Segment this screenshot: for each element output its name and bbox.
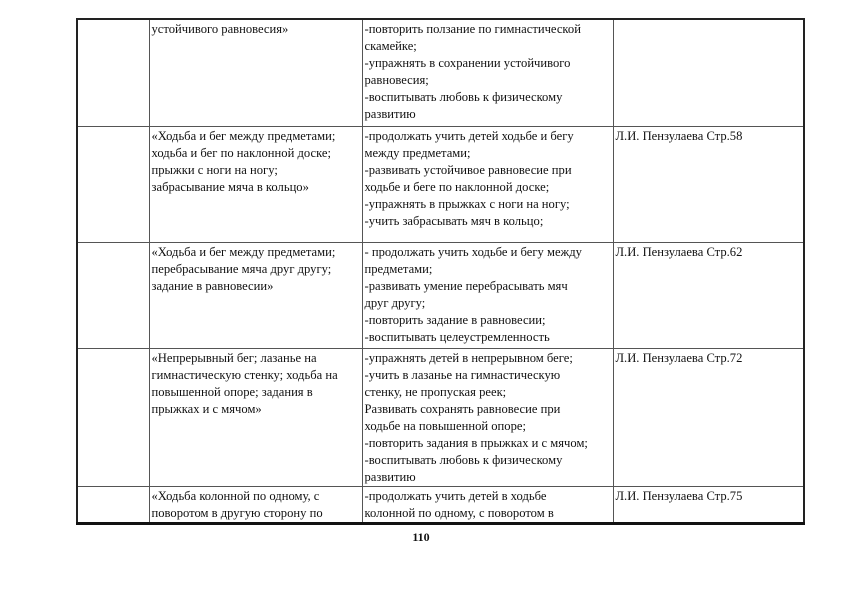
- cell-line: -упражнять в сохранении устойчивого: [364, 56, 571, 70]
- source-cell: [613, 126, 804, 242]
- cell-line: скамейке;: [364, 39, 417, 53]
- source-cell: [613, 19, 804, 126]
- empty-cell: [77, 486, 149, 523]
- cell-line: -повторить задание в равновесии;: [364, 312, 546, 327]
- table-row: [77, 486, 804, 523]
- lesson-plan-table: [76, 18, 805, 525]
- topic-cell: [149, 486, 362, 523]
- table-row: [77, 19, 804, 126]
- cell-line: -воспитывать любовь к физическому: [364, 90, 563, 104]
- empty-cell: [77, 126, 149, 242]
- cell-line: -развивать устойчивое равновесие при: [364, 162, 572, 177]
- cell-line: -воспитывать любовь к физическому: [364, 452, 563, 467]
- cell-line: развитию: [364, 107, 416, 121]
- cell-line: «Непрерывный бег; лазанье на: [151, 350, 317, 365]
- table-row: [77, 126, 804, 242]
- page-number: 110: [412, 530, 430, 544]
- tasks-cell: [362, 242, 613, 348]
- cell-line: -продолжать учить детей в ходьбе: [364, 488, 547, 503]
- tasks-cell: [362, 348, 613, 486]
- cell-line: колонной по одному, с поворотом в: [364, 505, 554, 520]
- topic-cell: [149, 19, 362, 126]
- cell-line: -воспитывать целеустремленность: [364, 329, 550, 344]
- source-cell: [613, 242, 804, 348]
- cell-line: ходьбе и беге по наклонной доске;: [364, 179, 550, 194]
- table-row: [77, 348, 804, 486]
- cell-line: -повторить ползание по гимнастической: [364, 22, 581, 36]
- cell-line: задание в равновесии»: [151, 278, 274, 293]
- tasks-cell: [362, 19, 613, 126]
- cell-line: стенку, не пропуская реек;: [364, 384, 507, 399]
- cell-line: между предметами;: [364, 145, 471, 160]
- cell-line: - продолжать учить ходьбе и бегу между: [364, 244, 582, 259]
- empty-cell: [77, 348, 149, 486]
- cell-line: -упражнять детей в непрерывном беге;: [364, 350, 573, 365]
- table-row: [77, 242, 804, 348]
- cell-line: перебрасывание мяча друг другу;: [151, 261, 332, 276]
- cell-line: -упражнять в прыжках с ноги на ногу;: [364, 196, 570, 211]
- cell-line: предметами;: [364, 261, 433, 276]
- cell-line: -учить в лазанье на гимнастическую: [364, 367, 561, 382]
- topic-cell: [149, 348, 362, 486]
- cell-line: «Ходьба колонной по одному, с: [151, 488, 320, 503]
- cell-line: друг другу;: [364, 295, 426, 310]
- tasks-cell: [362, 126, 613, 242]
- cell-line: повышенной опоре; задания в: [151, 384, 313, 399]
- empty-cell: [77, 19, 149, 126]
- topic-cell: [149, 126, 362, 242]
- cell-line: поворотом в другую сторону по: [151, 505, 323, 520]
- cell-line: -развивать умение перебрасывать мяч: [364, 278, 568, 293]
- table-body: [77, 19, 804, 523]
- cell-line: прыжки с ноги на ногу;: [151, 162, 278, 177]
- cell-line: ходьба и бег по наклонной доске;: [151, 145, 331, 160]
- tasks-cell: [362, 486, 613, 523]
- cell-line: развитию: [364, 469, 416, 484]
- cell-line: прыжках и с мячом»: [151, 401, 262, 416]
- cell-line: равновесия;: [364, 73, 429, 87]
- cell-line: Л.И. Пензулаева Стр.62: [615, 244, 743, 259]
- empty-cell: [77, 242, 149, 348]
- cell-line: Л.И. Пензулаева Стр.58: [615, 128, 743, 143]
- cell-line: ходьбе на повышенной опоре;: [364, 418, 526, 433]
- topic-cell: [149, 242, 362, 348]
- cell-line: «Ходьба и бег между предметами;: [151, 128, 336, 143]
- cell-line: -повторить задания в прыжках и с мячом;: [364, 435, 588, 450]
- source-cell: [613, 348, 804, 486]
- cell-line: Л.И. Пензулаева Стр.75: [615, 488, 743, 503]
- cell-line: забрасывание мяча в кольцо»: [151, 179, 309, 194]
- cell-line: гимнастическую стенку; ходьба на: [151, 367, 338, 382]
- cell-line: «Ходьба и бег между предметами;: [151, 244, 336, 259]
- cell-line: -продолжать учить детей ходьбе и бегу: [364, 128, 574, 143]
- cell-line: Л.И. Пензулаева Стр.72: [615, 350, 743, 365]
- cell-line: Развивать сохранять равновесие при: [364, 401, 561, 416]
- source-cell: [613, 486, 804, 523]
- cell-line: -учить забрасывать мяч в кольцо;: [364, 213, 544, 228]
- cell-line: устойчивого равновесия»: [151, 22, 289, 36]
